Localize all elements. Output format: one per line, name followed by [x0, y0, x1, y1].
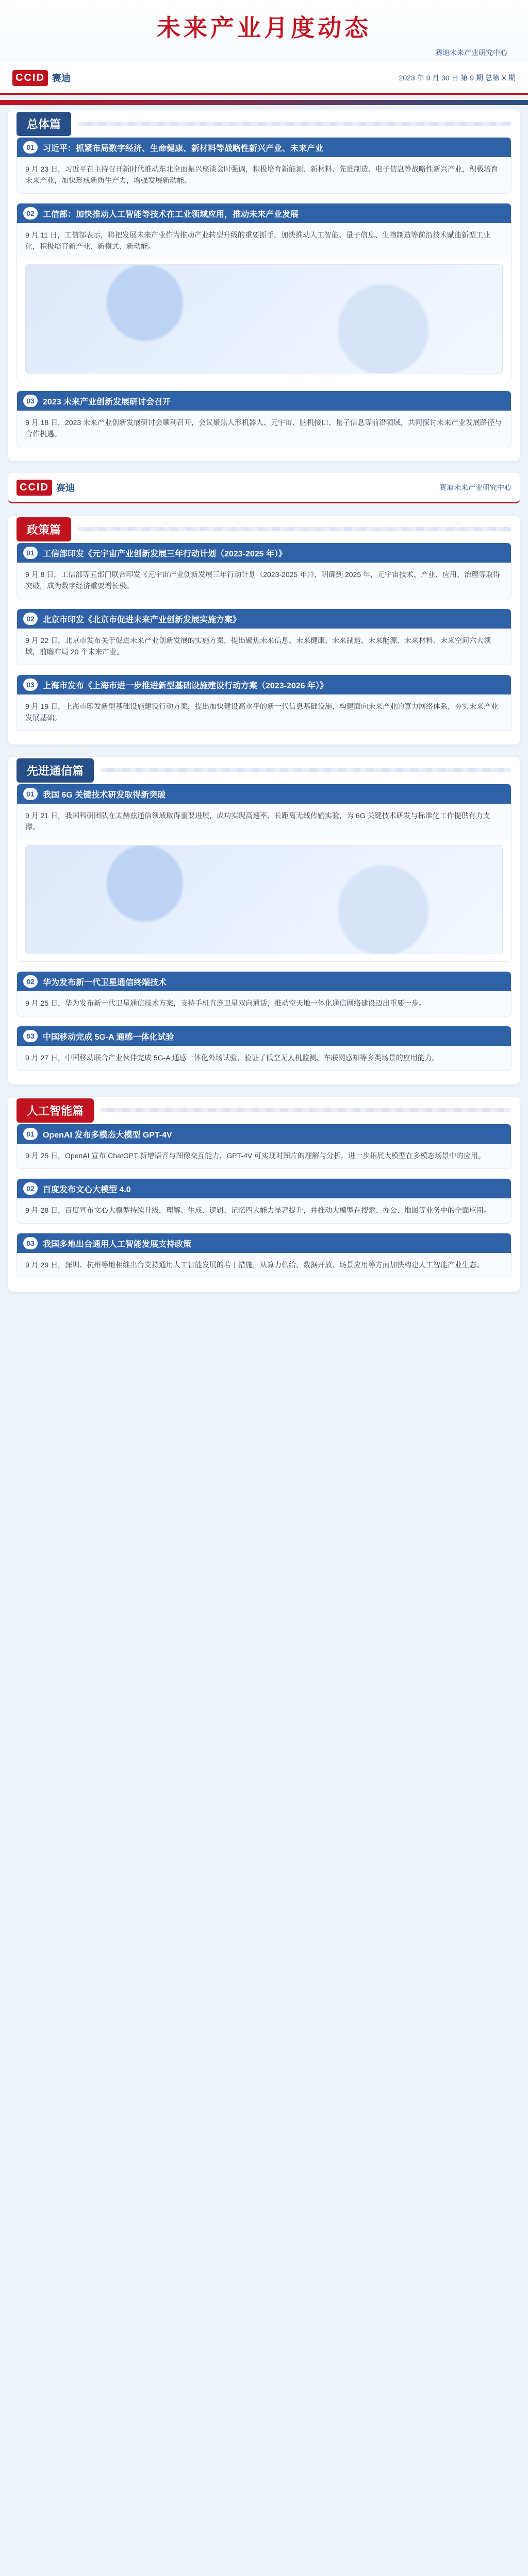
news-item-header	[17, 784, 511, 804]
news-item	[16, 137, 512, 194]
section-wave	[77, 122, 512, 126]
news-item-number: 01	[23, 1128, 38, 1140]
news-item-header	[17, 1026, 511, 1046]
logo-mark: CCID	[12, 70, 48, 86]
news-item	[16, 391, 512, 447]
page-footer	[8, 473, 520, 503]
section-header	[8, 1097, 520, 1124]
section-communication	[8, 757, 520, 1084]
news-item-header	[17, 204, 511, 223]
section-header	[8, 516, 520, 543]
ccid-logo	[16, 480, 75, 496]
news-item-header	[17, 138, 511, 157]
news-item-number: 01	[23, 141, 38, 154]
section-wave	[77, 527, 512, 531]
footer-org: 赛迪未来产业研究中心	[439, 483, 512, 492]
section-title: 总体篇	[16, 112, 71, 136]
news-item-header	[17, 1179, 511, 1198]
news-item-body: 9 月 27 日，中国移动联合产业伙伴完成 5G-A 通感一体化外场试验，验证了低空无人机监测、车联网感知等多类场景的应用能力。	[17, 1046, 511, 1071]
news-item-number: 01	[23, 788, 38, 800]
news-item-header	[17, 1233, 511, 1253]
section-policy	[8, 516, 520, 744]
news-item-title: 我国 6G 关键技术研发取得新突破	[43, 790, 166, 800]
news-item-body: 9 月 21 日，我国科研团队在太赫兹通信领域取得重要进展，成功实现高速率、长距离无线传输实验，为 6G 关键技术研发与标准化工作提供有力支撑。	[17, 804, 511, 840]
news-item	[16, 1178, 512, 1224]
news-item-header	[17, 1124, 511, 1144]
news-item-title: 中国移动完成 5G-A 通感一体化试验	[43, 1032, 174, 1042]
section-header	[8, 110, 520, 137]
news-item-header	[17, 609, 511, 629]
news-item-body: 9 月 18 日，2023 未来产业创新发展研讨会顺利召开，会议聚焦人形机器人、元宇宙、脑机接口、量子信息等前沿领域，共同探讨未来产业发展路径与合作机遇。	[17, 411, 511, 447]
news-item-title: 工信部：加快推动人工智能等技术在工业领域应用，推动未来产业发展	[43, 210, 299, 219]
section-wave	[100, 1108, 512, 1112]
issue-header	[0, 62, 528, 95]
news-illustration	[25, 845, 503, 954]
news-item-number: 02	[23, 1182, 38, 1195]
news-item-number: 02	[23, 207, 38, 219]
news-item-body: 9 月 19 日，上海市印发新型基础设施建设行动方案，提出加快建设高水平的新一代信息基础设施，构建面向未来产业的算力网络体系，夯实未来产业发展基础。	[17, 694, 511, 731]
news-item-number: 03	[23, 1237, 38, 1249]
news-item-header	[17, 543, 511, 563]
news-item-body: 9 月 8 日，工信部等五部门联合印发《元宇宙产业创新发展三年行动计划（2023-2025 年）》，明确到 2025 年，元宇宙技术、产业、应用、治理等取得突破，成为数字经济重要增长极。	[17, 563, 511, 599]
ccid-logo	[12, 70, 71, 86]
news-item-title: 工信部印发《元宇宙产业创新发展三年行动计划（2023-2025 年）》	[43, 549, 287, 558]
news-item-title: OpenAI 发布多模态大模型 GPT-4V	[43, 1130, 172, 1140]
news-item-number: 03	[23, 1030, 38, 1042]
news-item-body: 9 月 29 日，深圳、杭州等地相继出台支持通用人工智能发展的若干措施，从算力供给、数据开放、场景应用等方面加快构建人工智能产业生态。	[17, 1253, 511, 1278]
news-item-body: 9 月 11 日，工信部表示，将把发展未来产业作为推动产业转型升级的重要抓手，加快推动人工智能、量子信息、生物制造等前沿技术赋能新型工业化，积极培育新产业、新模式、新动能。	[17, 223, 511, 259]
news-item-title: 百度发布文心大模型 4.0	[43, 1185, 131, 1194]
news-item	[16, 543, 512, 599]
news-item-header	[17, 972, 511, 991]
news-item	[16, 1233, 512, 1278]
section-title: 政策篇	[16, 517, 71, 541]
news-item-body: 9 月 25 日，OpenAI 宣布 ChatGPT 新增语音与图像交互能力，GPT-4V 可实现对图片的理解与分析，进一步拓展大模型在多模态场景中的应用。	[17, 1144, 511, 1168]
hero-banner	[0, 0, 528, 62]
news-item-title: 上海市发布《上海市进一步推进新型基础设施建设行动方案（2023-2026 年）》	[43, 681, 328, 690]
bottom-spacer	[0, 1304, 528, 1325]
news-item-number: 02	[23, 975, 38, 988]
news-item-title: 我国多地出台通用人工智能发展支持政策	[43, 1240, 192, 1249]
logo-text: 赛迪	[56, 483, 75, 493]
news-item	[16, 608, 512, 665]
section-wave	[100, 768, 512, 772]
news-item-number: 01	[23, 547, 38, 559]
section-divider	[0, 100, 528, 105]
news-item-header	[17, 391, 511, 411]
news-item	[16, 674, 512, 731]
news-item-number: 02	[23, 613, 38, 625]
news-item-body: 9 月 25 日，华为发布新一代卫星通信技术方案，支持手机直连卫星双向通话，推动空天地一体化通信网络建设迈出重要一步。	[17, 991, 511, 1016]
section-header	[8, 757, 520, 784]
news-item-number: 03	[23, 679, 38, 691]
news-item	[16, 971, 512, 1016]
section-title: 人工智能篇	[16, 1098, 94, 1123]
news-item-header	[17, 675, 511, 694]
news-item	[16, 1124, 512, 1169]
issue-info: 2023 年 9 月 30 日 第 9 期 总第 X 期	[399, 74, 516, 82]
page-subtitle: 赛迪未来产业研究中心	[435, 48, 507, 57]
logo-mark: CCID	[16, 480, 52, 496]
news-item-title: 2023 未来产业创新发展研讨会召开	[43, 397, 171, 406]
news-item-body: 9 月 22 日，北京市发布关于促进未来产业创新发展的实施方案，提出聚焦未来信息、未来健康、未来制造、未来能源、未来材料、未来空间六大领域，前瞻布局 20 个未来产业。	[17, 629, 511, 665]
news-item	[16, 784, 512, 962]
section-ai	[8, 1097, 520, 1292]
news-item-body: 9 月 28 日，百度宣布文心大模型持续升级，理解、生成、逻辑、记忆四大能力显著提升，并推动大模型在搜索、办公、地图等业务中的全面应用。	[17, 1198, 511, 1223]
news-item-body: 9 月 23 日，习近平在主持召开新时代推动东北全面振兴座谈会时强调，积极培育新能源、新材料、先进制造、电子信息等战略性新兴产业，积极培育未来产业，加快形成新质生产力，增强发展新动能。	[17, 157, 511, 193]
news-item	[16, 203, 512, 381]
news-item-title: 华为发布新一代卫星通信终端技术	[43, 978, 167, 987]
news-item	[16, 1026, 512, 1071]
section-overview	[8, 110, 520, 461]
news-item-title: 习近平：抓紧布局数字经济、生命健康、新材料等战略性新兴产业、未来产业	[43, 144, 324, 153]
news-item-title: 北京市印发《北京市促进未来产业创新发展实施方案》	[43, 615, 241, 624]
logo-text: 赛迪	[52, 73, 71, 83]
page-title: 未来产业月度动态	[157, 14, 371, 42]
news-illustration	[25, 264, 503, 374]
news-item-number: 03	[23, 395, 38, 407]
section-title: 先进通信篇	[16, 758, 94, 783]
